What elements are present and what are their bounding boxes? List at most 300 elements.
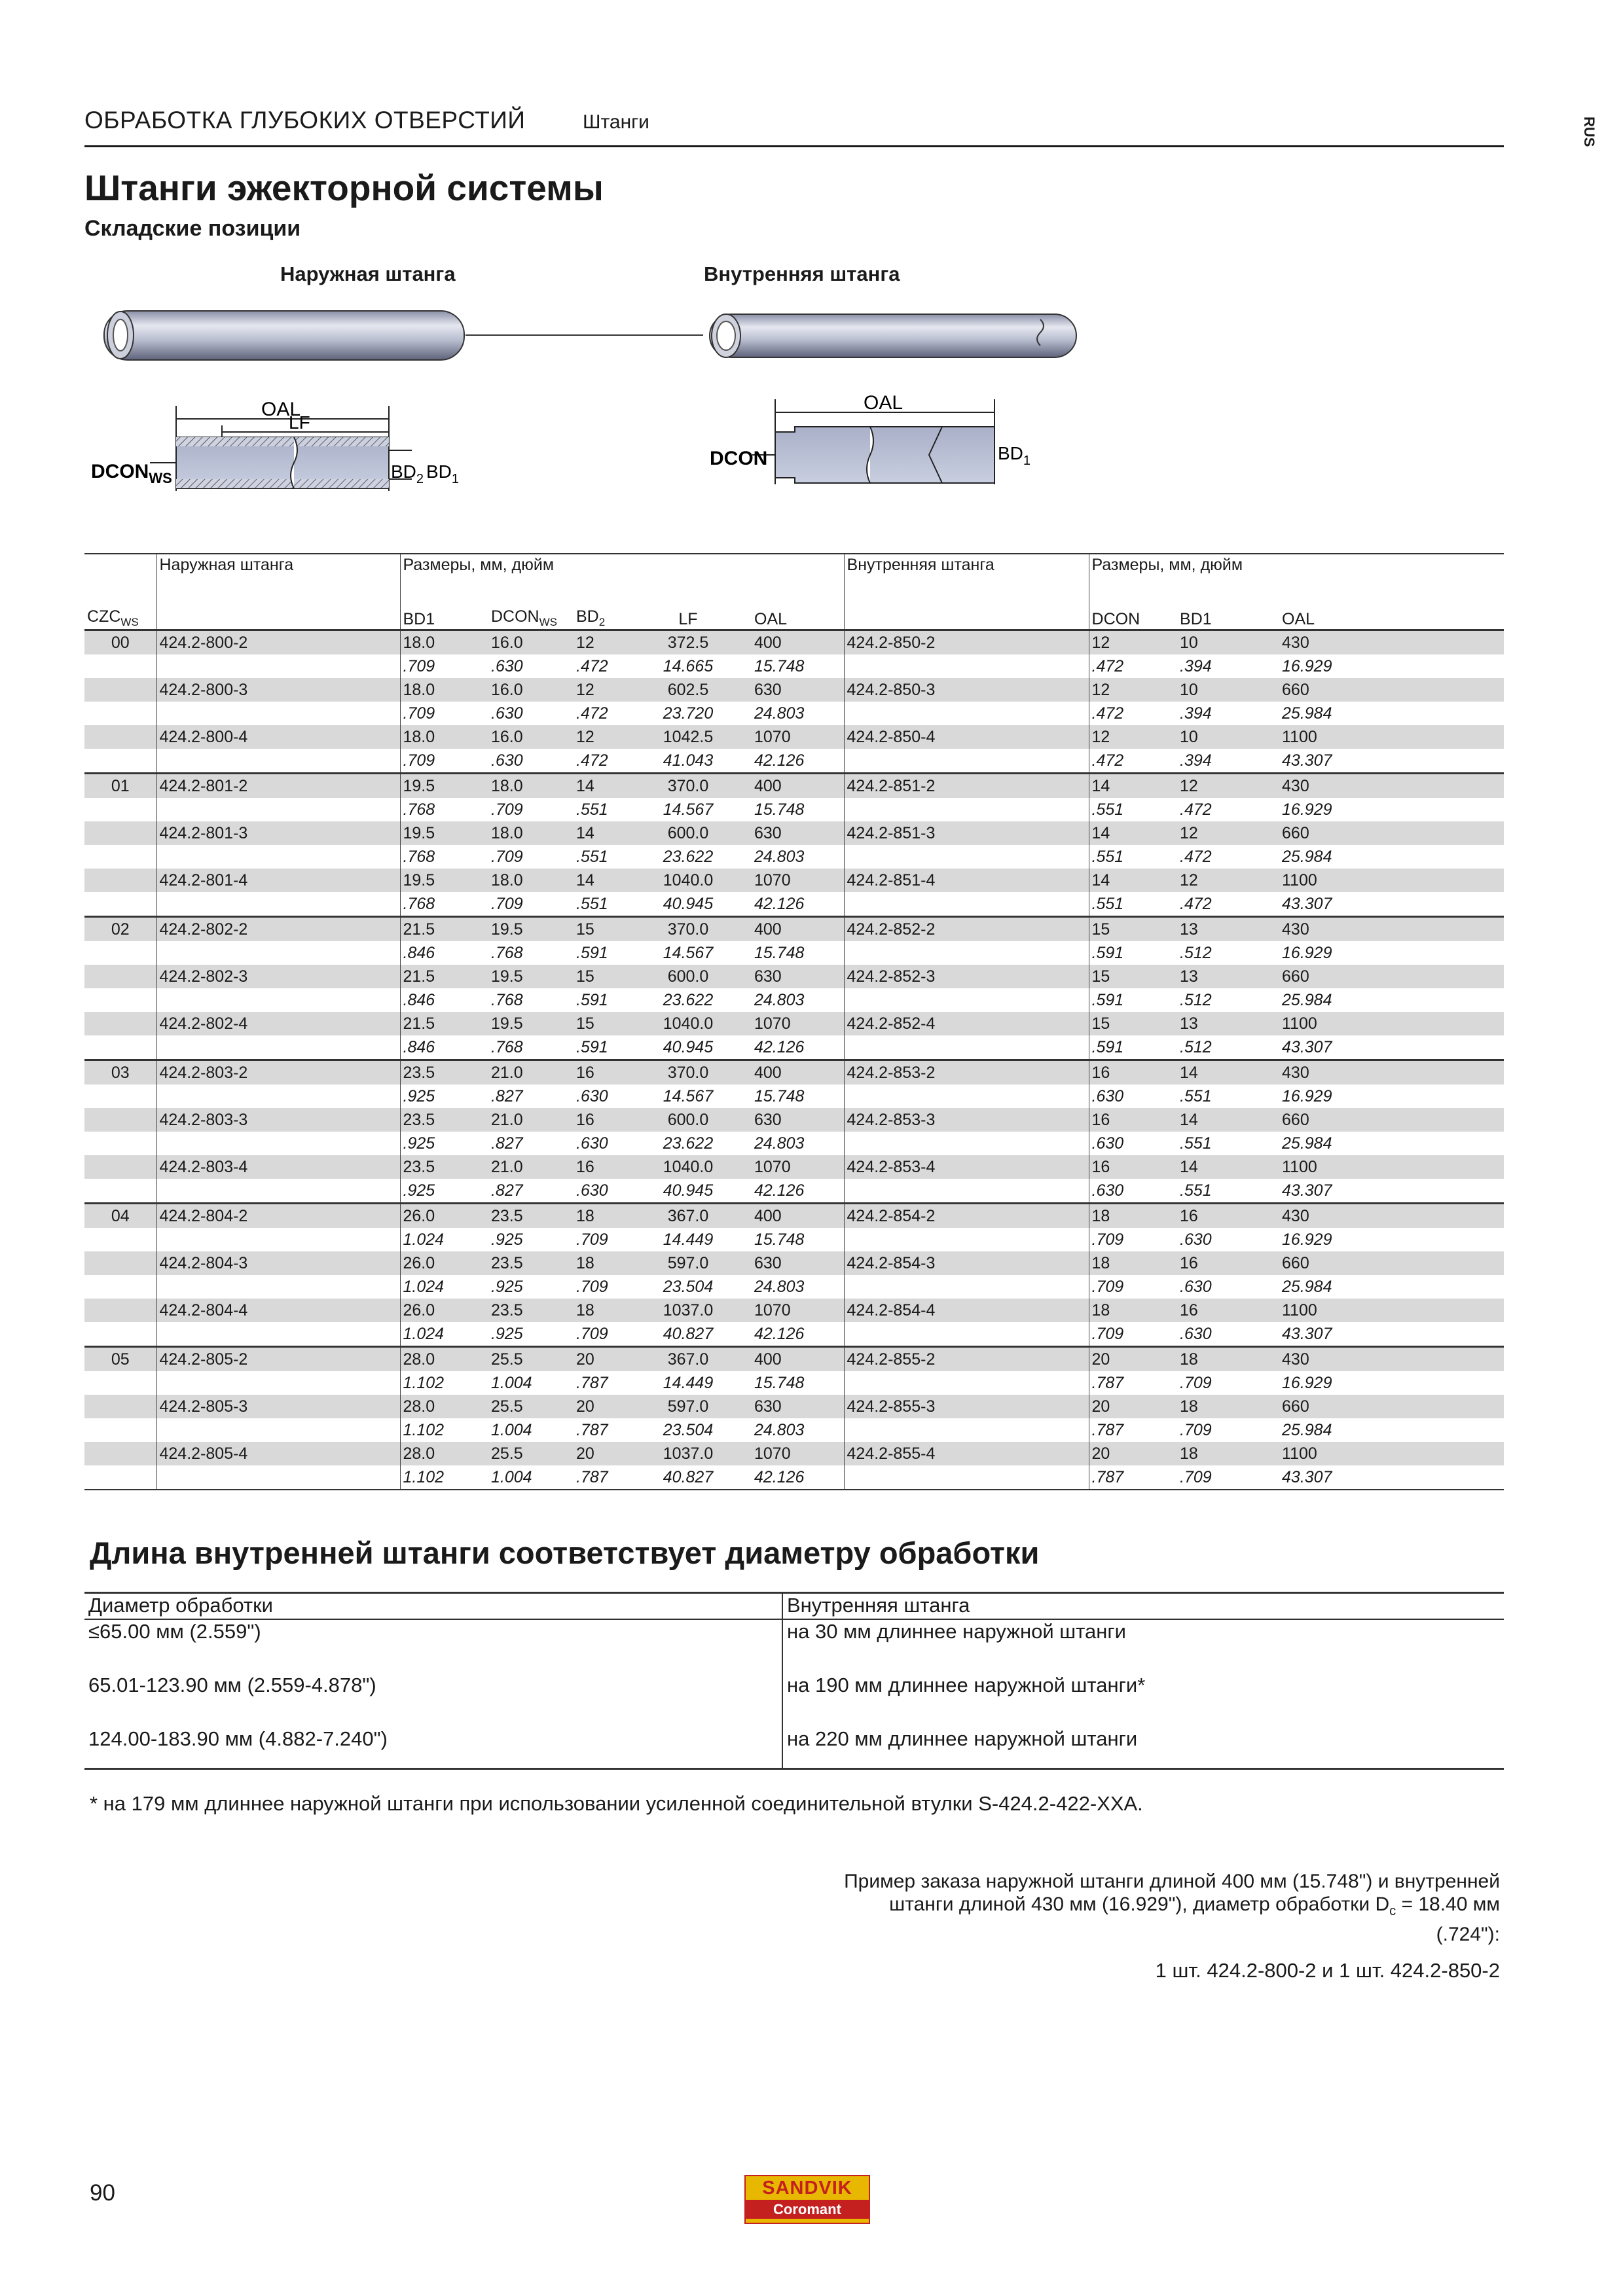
lf-mm: 1040.0 [646, 1012, 731, 1035]
lf-mm: 597.0 [646, 1395, 731, 1418]
footnote: * на 179 мм длиннее наружной штанги при использовании усиленной соединительной втулки S-424.2-422-XXA. [90, 1792, 1143, 1815]
lf-mm: 1040.0 [646, 869, 731, 892]
inner-dcon-mm: 16 [1089, 1060, 1177, 1085]
col-outer-bar: Наружная штанга [156, 554, 400, 603]
inner-order-code: 424.2-853-2 [844, 1060, 1089, 1085]
table-row [84, 1465, 1504, 1490]
empty-cell [156, 655, 400, 678]
bd2-inch: .787 [576, 1373, 608, 1392]
inner-oal-inch: 16.929 [1282, 943, 1332, 962]
table-row [84, 1442, 1504, 1465]
empty-cell [844, 1371, 1089, 1395]
dcon-inch: .709 [491, 800, 523, 819]
inner-dcon-inch: .591 [1089, 941, 1177, 965]
bd1-mm: 26.0 [400, 1251, 488, 1275]
svg-text:BD2: $BD_2$ [391, 461, 424, 486]
inner-oal-mm: 660 [1262, 821, 1504, 845]
dcon-inch: 1.004 [488, 1465, 574, 1490]
dcon-mm: 18.0 [488, 869, 574, 892]
oal-inch: 24.803 [754, 1420, 805, 1439]
inner-oal-mm: 1100 [1262, 1299, 1504, 1322]
inner-bd1-inch: .512 [1180, 990, 1212, 1009]
inner-bd1-mm: 18 [1177, 1347, 1262, 1372]
outer-order-code: 424.2-801-2 [156, 774, 400, 798]
inner-oal-inch: 16.929 [1282, 1230, 1332, 1249]
inner-dcon-inch: .709 [1089, 1228, 1177, 1251]
bd1-inch: 1.102 [400, 1418, 488, 1442]
czc-cell [84, 1251, 156, 1275]
inner-bd1-mm: 13 [1177, 1012, 1262, 1035]
col-inner-dims: Размеры, мм, дюйм [1089, 554, 1504, 603]
lf-mm: 600.0 [646, 965, 731, 988]
czc-cell [84, 1155, 156, 1179]
inner-bd1-mm: 14 [1177, 1155, 1262, 1179]
empty-cell [844, 941, 1089, 965]
dcon-mm: 23.5 [488, 1299, 574, 1322]
table-row [84, 1674, 1504, 1727]
inner-bd1-inch: .551 [1180, 1086, 1212, 1105]
inner-bd1-mm: 14 [1177, 1108, 1262, 1132]
dcon-inch: 1.004 [491, 1420, 532, 1439]
length-section-title: Длина внутренней штанги соответствует диаметру обработки [90, 1535, 1040, 1570]
col-czc: $CZC_{WS}$ [87, 607, 139, 628]
empty-cell [844, 702, 1089, 725]
inner-bd1-inch: .472 [1180, 894, 1212, 913]
bd2-inch: .551 [576, 894, 608, 913]
inner-dcon-mm: 12 [1089, 725, 1177, 749]
empty-cell [84, 941, 156, 965]
bd2-mm: 15 [574, 917, 646, 942]
inner-dcon-inch: .630 [1089, 1085, 1177, 1108]
table-row [84, 678, 1504, 702]
inner-dcon-mm: 12 [1089, 678, 1177, 702]
outer-order-code: 424.2-804-2 [156, 1204, 400, 1229]
inner-oal-inch: 43.307 [1282, 1181, 1332, 1200]
empty-cell [156, 1418, 400, 1442]
bd1-mm: 28.0 [400, 1347, 488, 1372]
inner-bar-section [710, 392, 1030, 484]
inner-dcon-mm: 15 [1089, 1012, 1177, 1035]
lf-inch: 40.827 [663, 1324, 714, 1343]
empty-cell [844, 749, 1089, 774]
bd2-inch: .472 [576, 704, 608, 723]
dcon-inch: .925 [491, 1230, 523, 1249]
bd1-mm: 26.0 [400, 1204, 488, 1229]
empty-cell [84, 845, 156, 869]
inner-bd1-mm: 10 [1177, 630, 1262, 655]
lf-mm: 370.0 [646, 1060, 731, 1085]
inner-order-code: 424.2-850-3 [844, 678, 1089, 702]
empty-cell [84, 988, 156, 1012]
empty-cell [156, 702, 400, 725]
dcon-mm: 19.5 [488, 917, 574, 942]
bd2-mm: 15 [574, 965, 646, 988]
inner-order-code: 424.2-851-4 [844, 869, 1089, 892]
table-header-row-2 [84, 603, 1504, 630]
bd2-inch: .709 [576, 1324, 608, 1343]
bd2-mm: 20 [574, 1395, 646, 1418]
inner-dcon-mm: 18 [1089, 1204, 1177, 1229]
table-row [84, 1275, 1504, 1299]
lf-inch: 40.945 [663, 894, 714, 913]
lf-mm: 602.5 [646, 678, 731, 702]
inner-oal-mm: 430 [1262, 1204, 1504, 1229]
inner-bd1-inch: .709 [1180, 1373, 1212, 1392]
bar-drawings [84, 288, 1106, 524]
inner-bd1-mm: 14 [1177, 1060, 1262, 1085]
lf-inch: 23.720 [663, 704, 714, 723]
oal-mm: 1070 [731, 1299, 844, 1322]
inner-order-code: 424.2-855-2 [844, 1347, 1089, 1372]
inner-bd1-mm: 16 [1177, 1299, 1262, 1322]
bd2-inch: .591 [576, 943, 608, 962]
bd2-inch: .591 [576, 990, 608, 1009]
dcon-mm: 19.5 [488, 1012, 574, 1035]
inner-oal-mm: 660 [1262, 1251, 1504, 1275]
empty-cell [156, 1132, 400, 1155]
inner-oal-mm: 1100 [1262, 1155, 1504, 1179]
inner-bd1-mm: 16 [1177, 1204, 1262, 1229]
section-title: ОБРАБОТКА ГЛУБОКИХ ОТВЕРСТИЙ [84, 107, 526, 134]
oal-mm: 630 [731, 965, 844, 988]
table-row [84, 1418, 1504, 1442]
oal-mm: 630 [731, 1108, 844, 1132]
bd2-inch: .630 [576, 1134, 608, 1153]
lf-mm: 370.0 [646, 774, 731, 798]
empty-cell [844, 892, 1089, 917]
bd2-mm: 18 [574, 1251, 646, 1275]
bd2-mm: 16 [574, 1108, 646, 1132]
empty-cell [156, 1275, 400, 1299]
dcon-inch: 1.004 [491, 1373, 532, 1392]
outer-order-code: 424.2-800-4 [156, 725, 400, 749]
oal-mm: 400 [731, 1060, 844, 1085]
bd1-inch: .768 [400, 845, 488, 869]
lf-inch: 23.504 [663, 1277, 714, 1296]
inner-oal-inch: 16.929 [1282, 800, 1332, 819]
inner-dcon-mm: 16 [1089, 1108, 1177, 1132]
empty-cell [844, 1465, 1089, 1490]
table-row [84, 1204, 1504, 1229]
lf-mm: 372.5 [646, 630, 731, 655]
inner-order-code: 424.2-850-4 [844, 725, 1089, 749]
bd2-inch: .472 [576, 751, 608, 770]
bd1-mm: 19.5 [400, 821, 488, 845]
bd2-mm: 15 [574, 1012, 646, 1035]
dcon-inch: .630 [491, 656, 523, 675]
czc-cell: 01 [84, 774, 156, 798]
empty-cell [156, 1228, 400, 1251]
inner-order-code: 424.2-851-3 [844, 821, 1089, 845]
inner-bd1-inch: .472 [1180, 800, 1212, 819]
col-bd2: $BD_2$ [576, 607, 606, 628]
inner-bar-image [710, 314, 1076, 357]
empty-cell [84, 1085, 156, 1108]
page-number: 90 [90, 2180, 115, 2206]
bd1-mm: 18.0 [400, 678, 488, 702]
inner-bd1-mm: 18 [1177, 1395, 1262, 1418]
bd1-mm: 21.5 [400, 1012, 488, 1035]
table-row [84, 1060, 1504, 1085]
inner-dcon-mm: 18 [1089, 1299, 1177, 1322]
table-row [84, 917, 1504, 942]
oal-inch: 42.126 [754, 1181, 805, 1200]
empty-cell [84, 1179, 156, 1204]
empty-cell [844, 988, 1089, 1012]
empty-cell [84, 749, 156, 774]
inner-order-code: 424.2-853-3 [844, 1108, 1089, 1132]
inner-dcon-mm: 20 [1089, 1395, 1177, 1418]
bd1-inch: .846 [400, 1035, 488, 1060]
empty-cell [84, 1275, 156, 1299]
czc-cell: 05 [84, 1347, 156, 1372]
inner-bd1-inch: .512 [1180, 943, 1212, 962]
table-row [84, 725, 1504, 749]
inner-length-cell: на 190 мм длиннее наружной штанги* [782, 1674, 1504, 1727]
czc-cell: 04 [84, 1204, 156, 1229]
inner-oal-mm: 430 [1262, 1347, 1504, 1372]
lf-inch: 14.665 [663, 656, 714, 675]
bd1-inch: 1.024 [400, 1228, 488, 1251]
svg-text:LF: LF [289, 412, 310, 433]
inner-dcon-inch: .472 [1089, 749, 1177, 774]
empty-cell [844, 1132, 1089, 1155]
inner-oal-inch: 43.307 [1262, 1465, 1504, 1490]
table-row [84, 965, 1504, 988]
empty-cell [84, 1465, 156, 1490]
dcon-mm: 25.5 [488, 1442, 574, 1465]
dcon-mm: 21.0 [488, 1155, 574, 1179]
empty-cell [156, 1179, 400, 1204]
bd1-mm: 18.0 [400, 630, 488, 655]
lf-inch: 23.622 [663, 847, 714, 866]
bd2-mm: 20 [574, 1442, 646, 1465]
czc-cell [84, 1442, 156, 1465]
outer-order-code: 424.2-802-4 [156, 1012, 400, 1035]
czc-cell [84, 869, 156, 892]
inner-length-cell: на 30 мм длиннее наружной штанги [782, 1619, 1504, 1674]
inner-bd1-inch: .709 [1177, 1465, 1262, 1490]
stock-label: Складские позиции [84, 216, 301, 241]
inner-dcon-inch: .787 [1089, 1418, 1177, 1442]
bd2-inch: .630 [576, 1181, 608, 1200]
bd1-mm: 23.5 [400, 1060, 488, 1085]
inner-dcon-mm: 14 [1089, 869, 1177, 892]
empty-cell [844, 1418, 1089, 1442]
inner-oal-inch: 25.984 [1282, 1277, 1332, 1296]
col-oal: OAL [754, 610, 788, 628]
inner-dcon-inch: .551 [1089, 892, 1177, 917]
lf-mm: 367.0 [646, 1347, 731, 1372]
inner-order-code: 424.2-855-3 [844, 1395, 1089, 1418]
empty-cell [84, 1371, 156, 1395]
oal-inch: 42.126 [754, 1324, 805, 1343]
table-row [84, 798, 1504, 821]
logo-top-text: SANDVIK [762, 2178, 852, 2198]
bd1-inch: .709 [400, 655, 488, 678]
oal-mm: 400 [731, 917, 844, 942]
bd2-inch: .551 [576, 847, 608, 866]
outer-order-code: 424.2-803-4 [156, 1155, 400, 1179]
inner-bd1-inch: .630 [1180, 1324, 1212, 1343]
col-diameter: Диаметр обработки [84, 1593, 782, 1620]
empty-cell [84, 655, 156, 678]
empty-cell [156, 941, 400, 965]
col-inner-bd1: BD1 [1180, 610, 1212, 628]
bd1-inch: .709 [400, 749, 488, 774]
dcon-inch: .768 [491, 1037, 523, 1056]
outer-order-code: 424.2-800-3 [156, 678, 400, 702]
inner-dcon-mm: 14 [1089, 821, 1177, 845]
order-line-3: (.724"): [1436, 1924, 1500, 1945]
bd1-mm: 21.5 [400, 917, 488, 942]
dcon-inch: .827 [491, 1086, 523, 1105]
oal-mm: 630 [731, 1251, 844, 1275]
svg-text:BD1: $BD_1$ [998, 443, 1031, 468]
bd1-inch: .846 [400, 941, 488, 965]
outer-order-code: 424.2-804-4 [156, 1299, 400, 1322]
table-row [84, 1035, 1504, 1060]
oal-inch: 15.748 [754, 1230, 805, 1249]
empty-cell [156, 1035, 400, 1060]
inner-dcon-inch: .472 [1089, 655, 1177, 678]
inner-oal-mm: 430 [1262, 774, 1504, 798]
empty-cell [156, 1465, 400, 1490]
lf-inch: 14.567 [663, 1086, 714, 1105]
table-row [84, 1179, 1504, 1204]
inner-oal-mm: 430 [1262, 630, 1504, 655]
bd1-inch: 1.024 [400, 1275, 488, 1299]
diameter-cell: ≤65.00 мм (2.559") [88, 1620, 261, 1643]
inner-bd1-inch: .472 [1180, 847, 1212, 866]
inner-oal-inch: 43.307 [1282, 1037, 1332, 1056]
table-row [84, 1395, 1504, 1418]
inner-oal-mm: 430 [1262, 1060, 1504, 1085]
bd1-mm: 19.5 [400, 774, 488, 798]
inner-oal-inch: 25.984 [1282, 1134, 1332, 1153]
bd1-mm: 28.0 [400, 1442, 488, 1465]
empty-cell [844, 1322, 1089, 1347]
lf-mm: 600.0 [646, 1108, 731, 1132]
inner-oal-mm: 1100 [1262, 1442, 1504, 1465]
inner-bd1-mm: 12 [1177, 821, 1262, 845]
empty-cell [84, 1035, 156, 1060]
col-inner-dcon: DCON [1089, 603, 1177, 630]
order-example-text [773, 1870, 1500, 1946]
empty-cell [84, 702, 156, 725]
inner-dcon-mm: 12 [1089, 630, 1177, 655]
empty-cell [844, 1228, 1089, 1251]
col-inner-oal: OAL [1282, 610, 1315, 628]
empty-cell [156, 749, 400, 774]
empty-cell [844, 1179, 1089, 1204]
oal-mm: 630 [731, 678, 844, 702]
inner-dcon-mm: 20 [1089, 1347, 1177, 1372]
inner-order-code: 424.2-855-4 [844, 1442, 1089, 1465]
czc-cell [84, 1012, 156, 1035]
dcon-inch: .827 [491, 1181, 523, 1200]
table-row [84, 821, 1504, 845]
inner-dcon-inch: .709 [1089, 1322, 1177, 1347]
oal-inch: 24.803 [754, 1277, 805, 1296]
dcon-mm: 23.5 [488, 1204, 574, 1229]
inner-order-code: 424.2-854-3 [844, 1251, 1089, 1275]
bd2-inch: .787 [574, 1465, 646, 1490]
bd1-inch: .768 [400, 798, 488, 821]
inner-bd1-inch: .394 [1180, 656, 1212, 675]
table-row [84, 655, 1504, 678]
bd2-inch: .551 [576, 800, 608, 819]
empty-cell [844, 1035, 1089, 1060]
bd2-inch: .709 [576, 1230, 608, 1249]
inner-oal-mm: 660 [1262, 965, 1504, 988]
bd1-mm: 28.0 [400, 1395, 488, 1418]
table-row [84, 941, 1504, 965]
oal-mm: 1070 [731, 1155, 844, 1179]
inner-order-code: 424.2-853-4 [844, 1155, 1089, 1179]
table-row [84, 1132, 1504, 1155]
table-row [84, 988, 1504, 1012]
lf-inch: 14.567 [663, 800, 714, 819]
svg-text:BD1: $BD_1$ [426, 461, 460, 486]
lf-inch: 23.622 [663, 990, 714, 1009]
inner-order-code: 424.2-852-2 [844, 917, 1089, 942]
inner-oal-inch: 43.307 [1282, 1324, 1332, 1343]
outer-bar-section [91, 399, 459, 491]
inner-oal-inch: 25.984 [1282, 990, 1332, 1009]
dcon-mm: 23.5 [488, 1251, 574, 1275]
dcon-inch: .709 [491, 847, 523, 866]
empty-cell [84, 1132, 156, 1155]
empty-cell [84, 892, 156, 917]
dcon-mm: 16.0 [488, 725, 574, 749]
bd2-mm: 12 [574, 678, 646, 702]
bd1-inch: .925 [400, 1132, 488, 1155]
bd2-mm: 18 [574, 1204, 646, 1229]
oal-mm: 1070 [731, 725, 844, 749]
dcon-mm: 18.0 [488, 774, 574, 798]
czc-cell: 00 [84, 630, 156, 655]
col-inner-bar-length: Внутренняя штанга [782, 1593, 1504, 1620]
dcon-inch: .925 [491, 1324, 523, 1343]
czc-cell [84, 1299, 156, 1322]
bd2-inch: .630 [576, 1086, 608, 1105]
outer-order-code: 424.2-800-2 [156, 630, 400, 655]
empty-cell [156, 1322, 400, 1347]
table-row [84, 702, 1504, 725]
inner-bar-caption: Внутренняя штанга [704, 262, 900, 285]
bd1-inch: .925 [400, 1179, 488, 1204]
bd1-mm: 19.5 [400, 869, 488, 892]
dcon-inch: .630 [491, 704, 523, 723]
inner-dcon-mm: 15 [1089, 917, 1177, 942]
inner-dcon-inch: .787 [1089, 1371, 1177, 1395]
outer-order-code: 424.2-805-3 [156, 1395, 400, 1418]
inner-oal-mm: 430 [1262, 917, 1504, 942]
table-row [84, 774, 1504, 798]
dcon-mm: 18.0 [488, 821, 574, 845]
table-row [84, 1155, 1504, 1179]
dcon-inch: .768 [491, 990, 523, 1009]
outer-order-code: 424.2-802-3 [156, 965, 400, 988]
lf-inch: 23.622 [663, 1134, 714, 1153]
inner-order-code: 424.2-852-4 [844, 1012, 1089, 1035]
lf-mm: 1040.0 [646, 1155, 731, 1179]
oal-inch: 15.748 [754, 1086, 805, 1105]
empty-cell [156, 1371, 400, 1395]
inner-oal-mm: 1100 [1262, 1012, 1504, 1035]
bd1-mm: 18.0 [400, 725, 488, 749]
